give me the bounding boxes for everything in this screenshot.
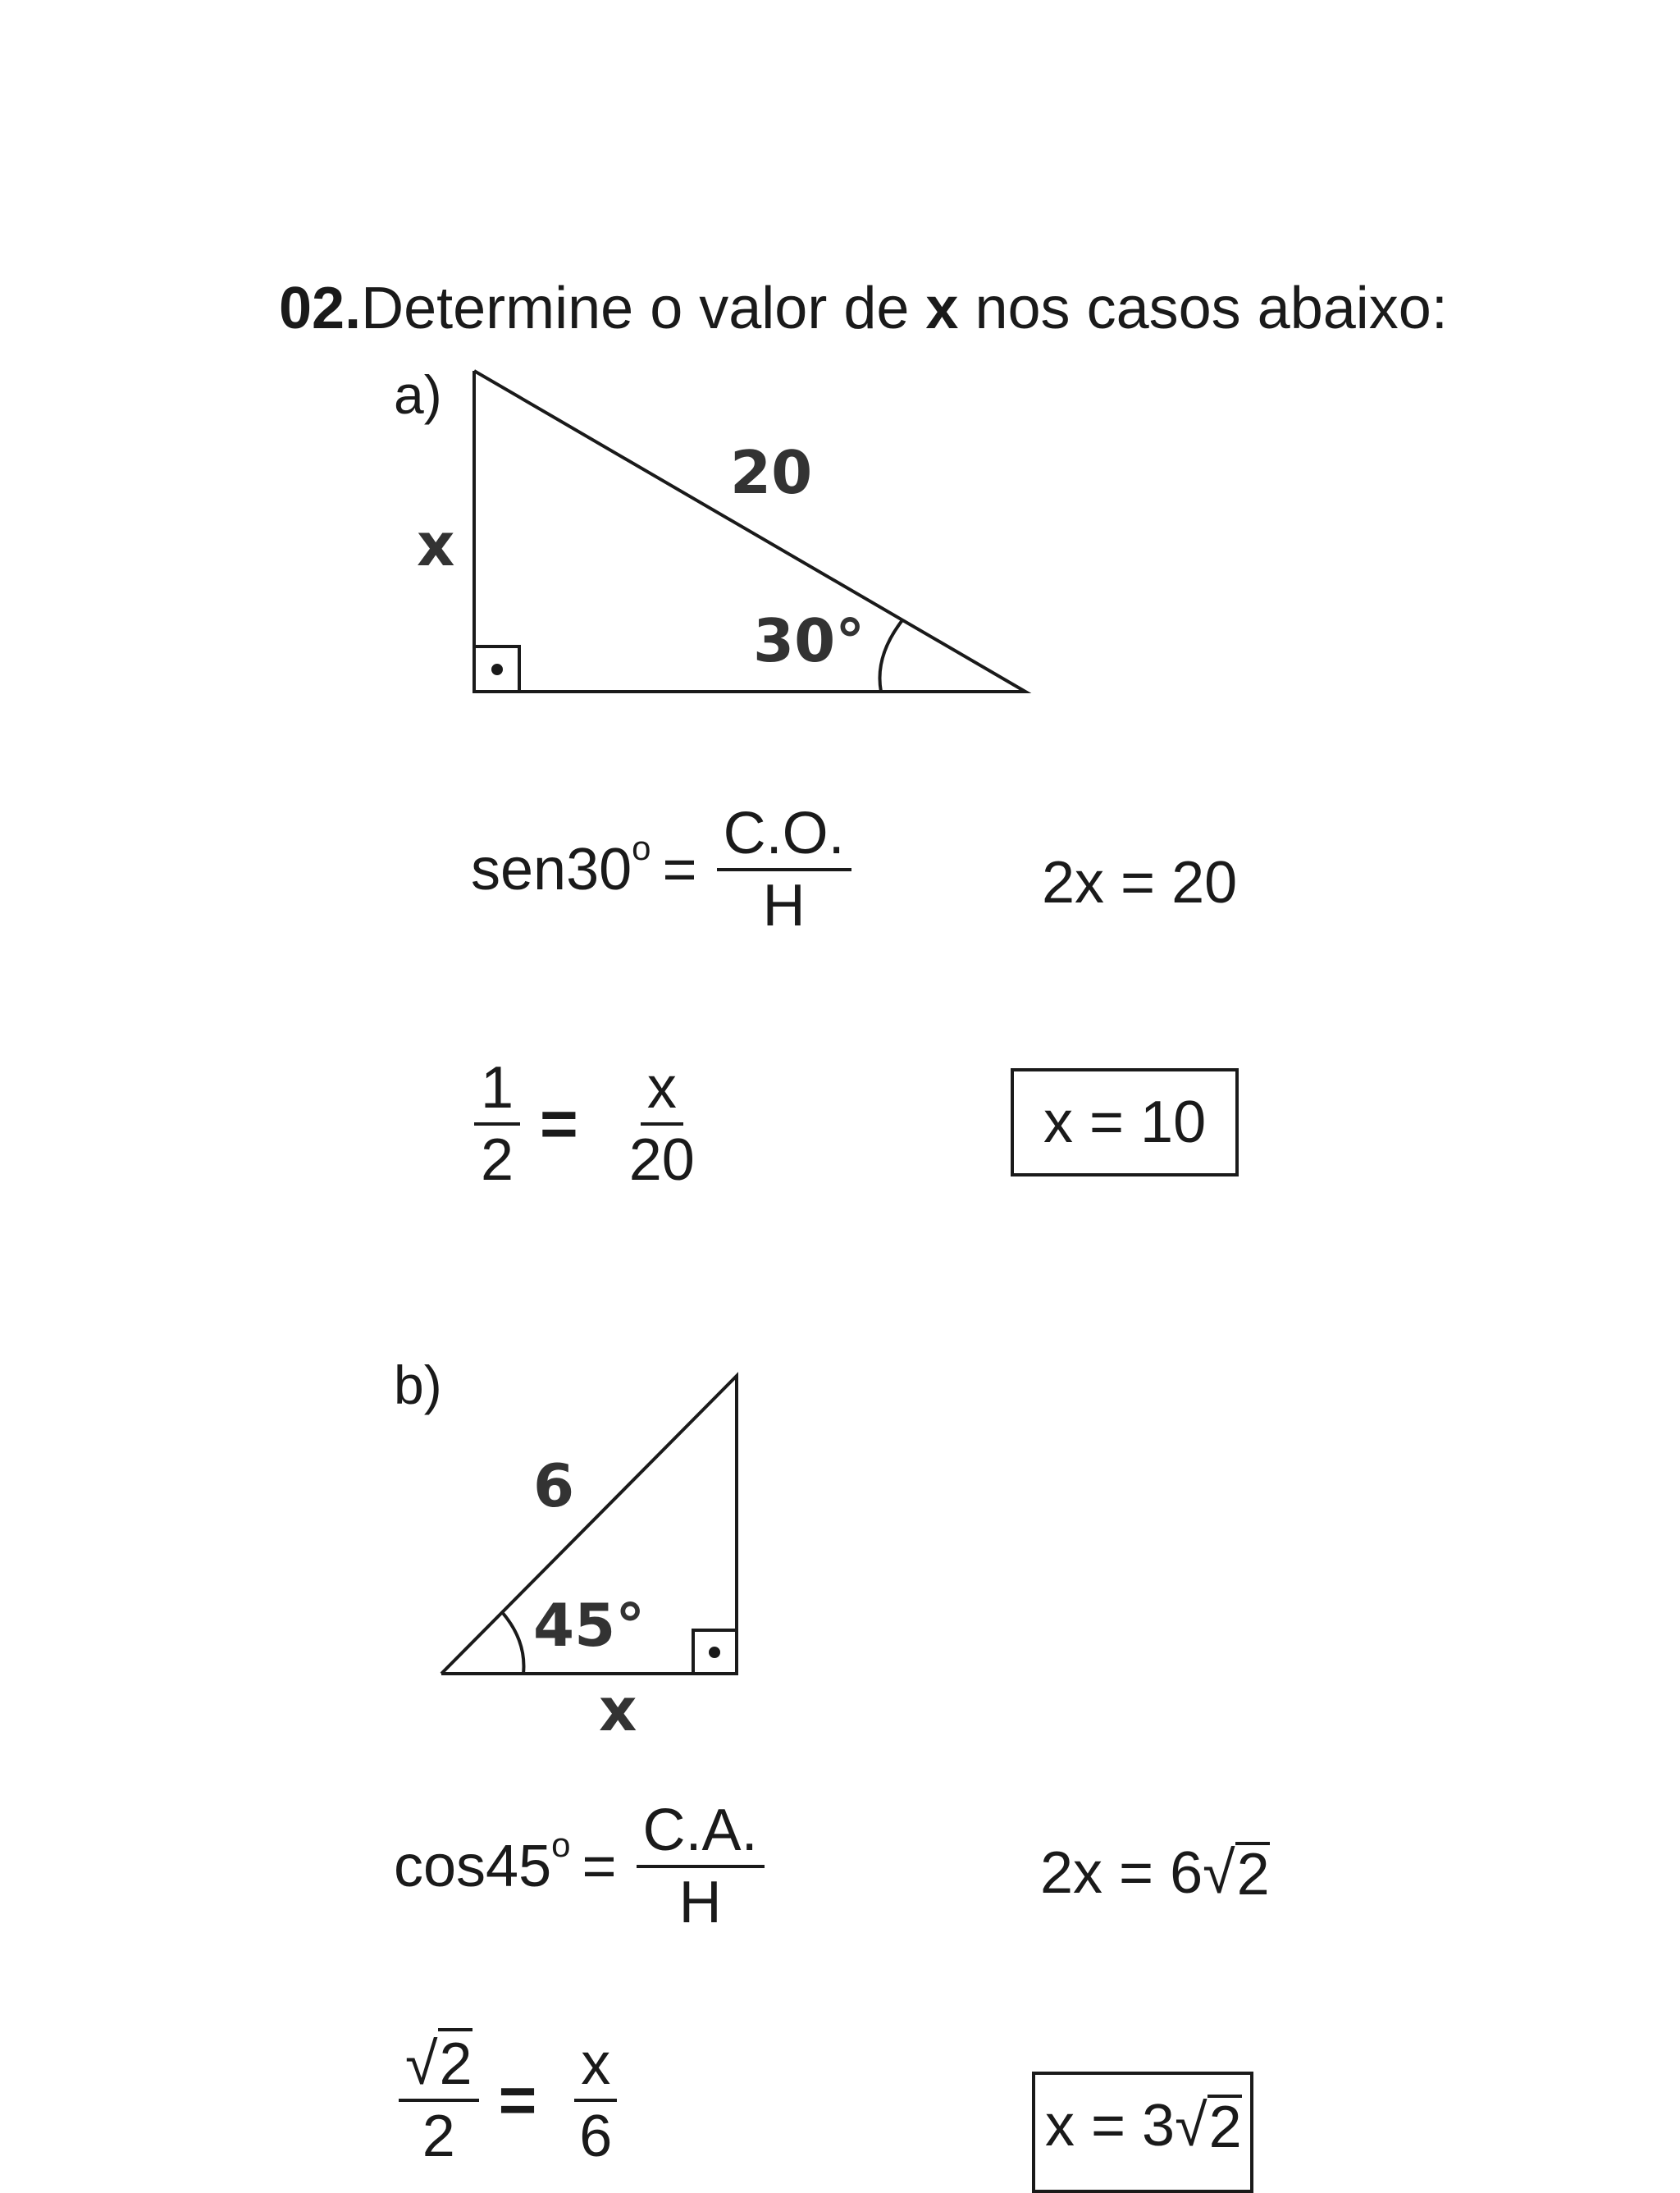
part-a-step-proportion: [466, 1055, 710, 1193]
equals-sign: =: [498, 2063, 537, 2136]
equals-sign: =: [582, 1834, 617, 1899]
triangle-b-side-x: x: [599, 1675, 637, 1744]
fraction-numerator: x: [574, 2035, 617, 2102]
fraction-numerator: C.O.: [717, 804, 851, 871]
heading-text-after: nos casos abaixo:: [958, 276, 1448, 341]
fraction-x-over-20: [623, 1055, 701, 1193]
part-b-label: b): [394, 1355, 442, 1415]
part-a-step-2x: 2x = 20: [1042, 850, 1238, 916]
angle-arc-b: [502, 1612, 523, 1674]
fraction-x-over-6: [573, 2031, 619, 2169]
radicand: 2: [1236, 1842, 1270, 1907]
part-b-step-cosine: [394, 1798, 773, 1935]
fraction-denominator: 2: [422, 2104, 455, 2169]
fraction-denominator: 6: [579, 2104, 613, 2169]
fraction-numerator: [399, 2031, 479, 2102]
fraction-denominator: 2: [481, 1127, 514, 1193]
triangle-a-side-x: x: [417, 510, 455, 579]
triangle-a-outline: [474, 371, 1025, 692]
question-number: 02.: [279, 276, 362, 341]
right-angle-dot-b: [710, 1648, 719, 1656]
triangle-a-hypotenuse: 20: [730, 438, 813, 507]
degree-symbol: o: [551, 1825, 571, 1864]
equals-sign: =: [662, 837, 697, 902]
fraction-one-half: [474, 1055, 520, 1193]
fraction-numerator: x: [641, 1058, 683, 1126]
part-b-step-proportion: [390, 2031, 627, 2169]
eq3-prefix: 2x = 6: [1040, 1840, 1203, 1906]
fraction-ca-h: [637, 1798, 765, 1935]
fraction-numerator: 1: [474, 1058, 520, 1126]
sqrt-symbol: √: [1203, 1840, 1235, 1906]
fraction-denominator: H: [762, 873, 806, 939]
cosine-expression: cos45: [394, 1834, 552, 1899]
triangle-b-hypotenuse: 6: [533, 1451, 575, 1520]
part-a-step-sine: [471, 801, 860, 939]
part-b-answer-box: [1032, 2072, 1253, 2193]
part-a-answer-box: x = 10: [1011, 1068, 1239, 1176]
part-a-label: a): [394, 364, 442, 425]
right-angle-dot-a: [493, 665, 501, 674]
heading-variable: x: [925, 276, 959, 341]
radicand: 2: [1208, 2095, 1242, 2160]
equals-sign: =: [540, 1087, 578, 1160]
heading-text-before: Determine o valor de: [361, 276, 926, 341]
sqrt-symbol: √: [405, 2031, 438, 2097]
fraction-co-h: [717, 801, 851, 939]
angle-arc-a: [879, 620, 902, 692]
fraction-denominator: 20: [628, 1127, 695, 1193]
part-b-step-2x: [1040, 1840, 1270, 1907]
fraction-numerator: C.A.: [637, 1801, 765, 1868]
answer-prefix: x = 3: [1045, 2093, 1176, 2159]
triangle-a: [474, 371, 1025, 692]
sqrt-symbol: √: [1175, 2093, 1208, 2159]
degree-symbol: o: [632, 829, 651, 867]
triangle-a-angle: 30°: [753, 606, 865, 675]
fraction-denominator: H: [678, 1870, 722, 1935]
fraction-root2-over-2: [399, 2031, 479, 2169]
radicand: 2: [438, 2028, 472, 2097]
sine-expression: sen30: [471, 837, 632, 902]
triangle-b-angle: 45°: [533, 1591, 646, 1660]
